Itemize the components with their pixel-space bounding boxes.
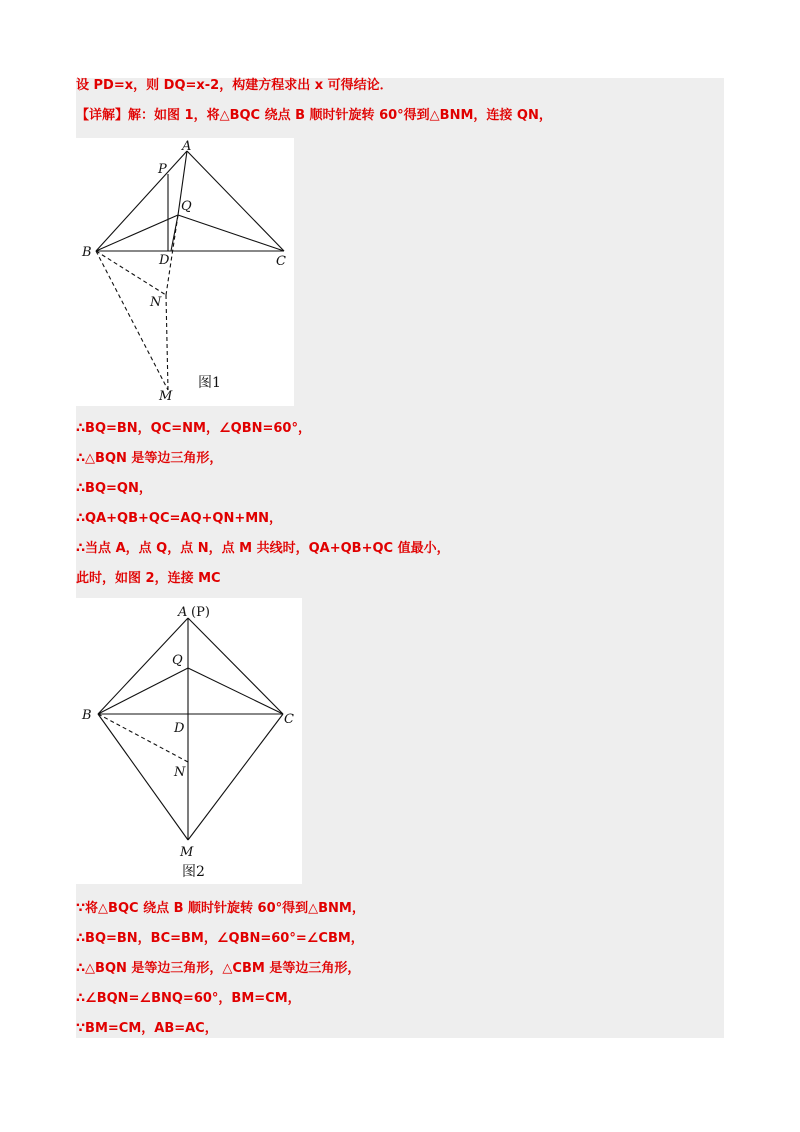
segment-AC bbox=[188, 618, 283, 714]
segment-QC bbox=[178, 215, 284, 251]
figure-2-diagram bbox=[76, 598, 302, 884]
segment-CM bbox=[188, 714, 283, 840]
segment-QC bbox=[188, 668, 283, 714]
segment-AC bbox=[187, 151, 284, 251]
label-N: N bbox=[174, 765, 186, 780]
figure-1-diagram bbox=[76, 138, 294, 406]
text-line-7: ∴当点 A，点 Q，点 N，点 M 共线时，QA+QB+QC 值最小， bbox=[76, 541, 450, 556]
text-line-13: ∵BM=CM，AB=AC， bbox=[76, 1021, 218, 1036]
text-line-3: ∴BQ=BN，QC=NM，∠QBN=60°， bbox=[76, 421, 311, 436]
label-M: M bbox=[159, 389, 173, 404]
label-C: C bbox=[284, 712, 294, 727]
label-D: D bbox=[159, 253, 170, 268]
text-line-1: 设 PD=x，则 DQ=x-2，构建方程求出 x 可得结论． bbox=[76, 78, 393, 93]
figure-1 bbox=[76, 138, 294, 406]
segment-BA bbox=[96, 151, 187, 251]
segment-BM bbox=[96, 251, 168, 390]
text-line-5: ∴BQ=QN， bbox=[76, 481, 152, 496]
segment-BQ bbox=[98, 668, 188, 714]
text-line-12: ∴∠BQN=∠BNQ=60°，BM=CM， bbox=[76, 991, 301, 1006]
label-B: B bbox=[82, 245, 92, 260]
text-line-9: ∵将△BQC 绕点 B 顺时针旋转 60°得到△BNM， bbox=[76, 901, 365, 916]
segment-QD-tilt bbox=[171, 215, 178, 251]
label-Q: Q bbox=[172, 653, 183, 668]
label-P: (P) bbox=[191, 605, 210, 620]
text-line-6: ∴QA+QB+QC=AQ+QN+MN， bbox=[76, 511, 283, 526]
label-D: D bbox=[174, 721, 185, 736]
text-line-8: 此时，如图 2，连接 MC bbox=[76, 571, 221, 586]
label-A: A bbox=[178, 605, 188, 620]
label-B: B bbox=[82, 708, 92, 723]
segment-BN bbox=[96, 251, 166, 295]
figure-2-caption: 图2 bbox=[182, 864, 205, 880]
label-M: M bbox=[180, 845, 194, 860]
segment-BQ bbox=[96, 215, 178, 251]
segment-NM bbox=[166, 295, 168, 390]
label-C: C bbox=[276, 254, 286, 269]
text-line-2: 【详解】解：如图 1，将△BQC 绕点 B 顺时针旋转 60°得到△BNM，连接 QN， bbox=[76, 108, 552, 123]
label-N: N bbox=[150, 295, 162, 310]
text-line-4: ∴△BQN 是等边三角形， bbox=[76, 451, 223, 466]
label-A: A bbox=[182, 139, 192, 154]
figure-2 bbox=[76, 598, 302, 884]
text-line-11: ∴△BQN 是等边三角形，△CBM 是等边三角形， bbox=[76, 961, 361, 976]
label-P: P bbox=[158, 162, 167, 177]
label-Q: Q bbox=[181, 199, 192, 214]
figure-1-caption: 图1 bbox=[198, 375, 221, 391]
text-line-10: ∴BQ=BN，BC=BM，∠QBN=60°=∠CBM， bbox=[76, 931, 364, 946]
